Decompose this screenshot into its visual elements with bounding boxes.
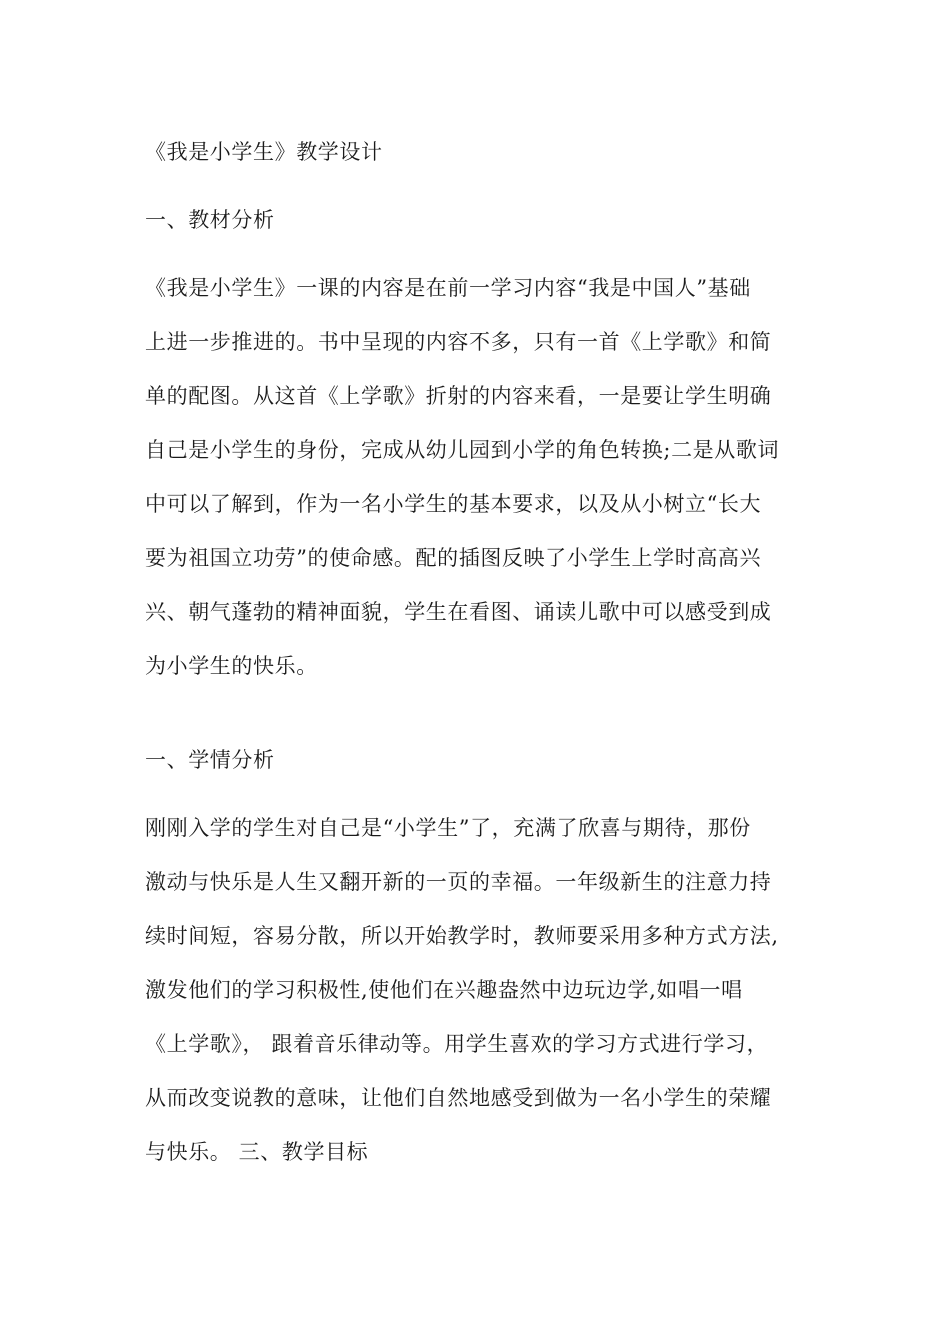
paragraph-line: 刚刚入学的学生对自己是“小学生”了，充满了欣喜与期待，那份 (145, 816, 751, 840)
paragraph-line: 《上学歌》， 跟着音乐律动等。用学生喜欢的学习方式进行学习， (145, 1032, 769, 1056)
paragraph-line: 从而改变说教的意味，让他们自然地感受到做为一名小学生的荣耀 (145, 1086, 772, 1110)
paragraph-line: 自己是小学生的身份，完成从幼儿园到小学的角色转换;二是从歌词 (145, 438, 780, 462)
paragraph-line: 要为祖国立功劳”的使命感。配的插图反映了小学生上学时高高兴 (145, 546, 762, 570)
paragraph-line: 中可以了解到，作为一名小学生的基本要求，以及从小树立“长大 (145, 492, 762, 516)
paragraph-line: 激动与快乐是人生又翻开新的一页的幸福。一年级新生的注意力持 (145, 870, 772, 894)
document-title: 《我是小学生》教学设计 (145, 140, 383, 164)
section-heading-learner-analysis: 一、学情分析 (145, 748, 275, 772)
paragraph-line: 兴、朝气蓬勃的精神面貌，学生在看图、诵读儿歌中可以感受到成 (145, 600, 772, 624)
paragraph-line: 《我是小学生》一课的内容是在前一学习内容“我是中国人”基础 (145, 276, 751, 300)
paragraph-line: 与快乐。 三、教学目标 (145, 1140, 369, 1164)
paragraph-line: 续时间短，容易分散，所以开始教学时，教师要采用多种方式方法, (145, 924, 779, 948)
paragraph-line: 激发他们的学习积极性,使他们在兴趣盎然中边玩边学,如唱一唱 (145, 978, 743, 1002)
section-heading-textbook-analysis: 一、教材分析 (145, 208, 275, 232)
paragraph-line: 为小学生的快乐。 (145, 654, 318, 678)
paragraph-line: 单的配图。从这首《上学歌》折射的内容来看，一是要让学生明确 (145, 384, 772, 408)
paragraph-line: 上进一步推进的。书中呈现的内容不多，只有一首《上学歌》和简 (145, 330, 772, 354)
